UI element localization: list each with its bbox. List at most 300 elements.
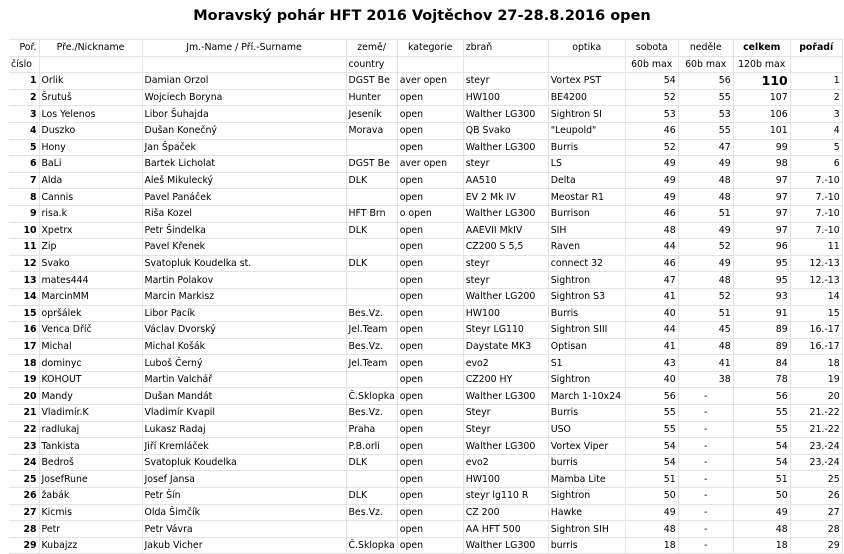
header-cell-col-name — [142, 56, 346, 73]
cell-country: Č.Sklopka — [346, 537, 397, 554]
cell-nickname: Šrutuš — [39, 89, 142, 106]
cell-country: Jeseník — [346, 106, 397, 123]
cell-category: open — [397, 438, 463, 455]
page-title: Moravský pohár HFT 2016 Vojtěchov 27-28.8.2016 open — [193, 8, 651, 24]
cell-rank-no: 20 — [9, 388, 39, 405]
cell-country: DLK — [346, 172, 397, 189]
table-row — [9, 488, 842, 505]
table-row — [9, 322, 842, 339]
cell-saturday: 49 — [625, 172, 678, 189]
results-table — [9, 39, 843, 554]
cell-optics: burris — [548, 454, 625, 471]
cell-name: Jiří Kremláček — [142, 438, 346, 455]
header-cell-col-saturday: sobota — [625, 40, 678, 57]
cell-country: DLK — [346, 454, 397, 471]
cell-sunday: 51 — [678, 205, 733, 222]
cell-sunday: - — [678, 438, 733, 455]
cell-rank-no: 10 — [9, 222, 39, 239]
cell-gun: Walther LG300 — [463, 537, 548, 554]
cell-category: open — [397, 488, 463, 505]
cell-placement: 12.-13 — [790, 255, 842, 272]
header-cell-col-placement: pořadí — [790, 40, 842, 57]
table-row — [9, 521, 842, 538]
cell-category: open — [397, 222, 463, 239]
cell-saturday: 55 — [625, 421, 678, 438]
cell-category: open — [397, 172, 463, 189]
cell-placement: 14 — [790, 288, 842, 305]
cell-saturday: 48 — [625, 222, 678, 239]
header-cell-col-sunday: 60b max — [678, 56, 733, 73]
table-row — [9, 371, 842, 388]
cell-optics: Delta — [548, 172, 625, 189]
cell-gun: Steyr — [463, 421, 548, 438]
cell-name: Pavel Panáček — [142, 189, 346, 206]
table-row — [9, 305, 842, 322]
cell-optics: Meostar R1 — [548, 189, 625, 206]
cell-country — [346, 239, 397, 256]
cell-placement: 7.-10 — [790, 205, 842, 222]
cell-country: Bes.Vz. — [346, 305, 397, 322]
table-body — [9, 73, 842, 554]
cell-gun: Walther LG300 — [463, 139, 548, 156]
cell-total: 56 — [733, 388, 790, 405]
cell-placement: 15 — [790, 305, 842, 322]
table-row — [9, 139, 842, 156]
cell-optics: Sightron SIII — [548, 322, 625, 339]
cell-nickname: Cannis — [39, 189, 142, 206]
cell-total: 54 — [733, 454, 790, 471]
table-row — [9, 338, 842, 355]
cell-country: DLK — [346, 255, 397, 272]
cell-saturday: 54 — [625, 454, 678, 471]
cell-optics: Mamba Lite — [548, 471, 625, 488]
table-row — [9, 106, 842, 123]
cell-optics: Optisan — [548, 338, 625, 355]
cell-rank-no: 19 — [9, 371, 39, 388]
cell-country: Bes.Vz. — [346, 338, 397, 355]
table-row — [9, 504, 842, 521]
cell-saturday: 43 — [625, 355, 678, 372]
cell-category: o open — [397, 205, 463, 222]
cell-country: Hunter — [346, 89, 397, 106]
cell-category: open — [397, 454, 463, 471]
cell-saturday: 41 — [625, 288, 678, 305]
cell-country — [346, 371, 397, 388]
header-cell-col-rank-no: Poř. — [9, 40, 39, 57]
cell-sunday: 47 — [678, 139, 733, 156]
cell-country: DGST Be — [346, 73, 397, 90]
cell-optics: Sightron SIH — [548, 521, 625, 538]
cell-optics: Burrison — [548, 205, 625, 222]
cell-name: Libor Šuhajda — [142, 106, 346, 123]
cell-rank-no: 21 — [9, 405, 39, 422]
cell-placement: 1 — [790, 73, 842, 90]
cell-category: open — [397, 338, 463, 355]
cell-nickname: Tankista — [39, 438, 142, 455]
cell-nickname: risa.k — [39, 205, 142, 222]
cell-category: open — [397, 537, 463, 554]
cell-rank-no: 6 — [9, 156, 39, 173]
cell-sunday: 52 — [678, 239, 733, 256]
cell-category: open — [397, 421, 463, 438]
cell-nickname: Petr — [39, 521, 142, 538]
table-row — [9, 454, 842, 471]
cell-country — [346, 471, 397, 488]
cell-total: 18 — [733, 537, 790, 554]
cell-rank-no: 22 — [9, 421, 39, 438]
cell-nickname: JosefRune — [39, 471, 142, 488]
cell-rank-no: 29 — [9, 537, 39, 554]
cell-optics: Sightron S3 — [548, 288, 625, 305]
cell-country: Bes.Vz. — [346, 504, 397, 521]
cell-placement: 26 — [790, 488, 842, 505]
cell-category: open — [397, 388, 463, 405]
cell-nickname: Xpetrx — [39, 222, 142, 239]
cell-saturday: 41 — [625, 338, 678, 355]
cell-gun: evo2 — [463, 454, 548, 471]
cell-sunday: 48 — [678, 189, 733, 206]
header-cell-col-sunday: neděle — [678, 40, 733, 57]
cell-name: Aleš Mikulecký — [142, 172, 346, 189]
cell-rank-no: 16 — [9, 322, 39, 339]
cell-nickname: BaLi — [39, 156, 142, 173]
cell-saturday: 51 — [625, 471, 678, 488]
cell-category: open — [397, 288, 463, 305]
cell-rank-no: 28 — [9, 521, 39, 538]
cell-saturday: 54 — [625, 438, 678, 455]
cell-optics: LS — [548, 156, 625, 173]
header-row — [9, 56, 842, 73]
cell-total: 106 — [733, 106, 790, 123]
cell-placement: 20 — [790, 388, 842, 405]
cell-optics: Burris — [548, 139, 625, 156]
cell-category: open — [397, 139, 463, 156]
cell-saturday: 55 — [625, 405, 678, 422]
cell-rank-no: 3 — [9, 106, 39, 123]
table-row — [9, 156, 842, 173]
cell-nickname: žabák — [39, 488, 142, 505]
cell-gun: steyr — [463, 156, 548, 173]
cell-gun: HW100 — [463, 89, 548, 106]
table-row — [9, 205, 842, 222]
cell-total: 98 — [733, 156, 790, 173]
header-cell-col-country: country — [346, 56, 397, 73]
cell-sunday: 53 — [678, 106, 733, 123]
cell-placement: 18 — [790, 355, 842, 372]
header-cell-col-nickname — [39, 56, 142, 73]
cell-sunday: 38 — [678, 371, 733, 388]
cell-placement: 7.-10 — [790, 189, 842, 206]
cell-nickname: Duszko — [39, 122, 142, 139]
cell-country: Praha — [346, 421, 397, 438]
cell-gun: Walther LG300 — [463, 438, 548, 455]
cell-saturday: 49 — [625, 156, 678, 173]
cell-total: 110 — [733, 73, 790, 90]
table-row — [9, 73, 842, 90]
header-cell-col-rank-no: číslo — [9, 56, 39, 73]
cell-gun: AA510 — [463, 172, 548, 189]
cell-sunday: 55 — [678, 122, 733, 139]
cell-total: 96 — [733, 239, 790, 256]
cell-sunday: 48 — [678, 272, 733, 289]
cell-sunday: 41 — [678, 355, 733, 372]
cell-name: Luboš Černý — [142, 355, 346, 372]
cell-nickname: Alda — [39, 172, 142, 189]
cell-optics: SIH — [548, 222, 625, 239]
cell-optics: burris — [548, 537, 625, 554]
cell-placement: 23.-24 — [790, 438, 842, 455]
table-row — [9, 405, 842, 422]
cell-nickname: KOHOUT — [39, 371, 142, 388]
cell-country: Jel.Team — [346, 322, 397, 339]
cell-rank-no: 17 — [9, 338, 39, 355]
cell-country: DLK — [346, 488, 397, 505]
cell-name: Bartek Licholat — [142, 156, 346, 173]
cell-country: P.B.orli — [346, 438, 397, 455]
cell-nickname: mates444 — [39, 272, 142, 289]
cell-gun: Walther LG300 — [463, 388, 548, 405]
cell-sunday: - — [678, 537, 733, 554]
cell-gun: steyr — [463, 272, 548, 289]
cell-gun: Walther LG300 — [463, 205, 548, 222]
table-row — [9, 421, 842, 438]
cell-total: 95 — [733, 255, 790, 272]
cell-total: 107 — [733, 89, 790, 106]
cell-category: open — [397, 272, 463, 289]
cell-name: Jakub Vicher — [142, 537, 346, 554]
cell-gun: evo2 — [463, 355, 548, 372]
cell-placement: 23.-24 — [790, 454, 842, 471]
cell-name: Riša Kozel — [142, 205, 346, 222]
cell-rank-no: 23 — [9, 438, 39, 455]
cell-rank-no: 4 — [9, 122, 39, 139]
cell-country — [346, 139, 397, 156]
cell-total: 97 — [733, 189, 790, 206]
cell-total: 97 — [733, 222, 790, 239]
cell-nickname: Kicmis — [39, 504, 142, 521]
cell-sunday: - — [678, 405, 733, 422]
cell-placement: 28 — [790, 521, 842, 538]
cell-gun: HW100 — [463, 471, 548, 488]
cell-country: Jel.Team — [346, 355, 397, 372]
cell-country: Bes.Vz. — [346, 405, 397, 422]
cell-placement: 11 — [790, 239, 842, 256]
cell-saturday: 54 — [625, 73, 678, 90]
table-row — [9, 438, 842, 455]
cell-total: 51 — [733, 471, 790, 488]
cell-optics: Hawke — [548, 504, 625, 521]
cell-placement: 12.-13 — [790, 272, 842, 289]
cell-gun: Walther LG300 — [463, 106, 548, 123]
cell-total: 54 — [733, 438, 790, 455]
cell-rank-no: 15 — [9, 305, 39, 322]
cell-country: Morava — [346, 122, 397, 139]
cell-saturday: 44 — [625, 322, 678, 339]
table-row — [9, 355, 842, 372]
cell-nickname: opršálek — [39, 305, 142, 322]
header-cell-col-category: kategorie — [397, 40, 463, 57]
cell-sunday: - — [678, 488, 733, 505]
cell-optics: March 1-10x24 — [548, 388, 625, 405]
cell-sunday: 45 — [678, 322, 733, 339]
cell-sunday: - — [678, 471, 733, 488]
cell-rank-no: 14 — [9, 288, 39, 305]
cell-optics: Sightron — [548, 488, 625, 505]
cell-optics: Burris — [548, 305, 625, 322]
cell-nickname: radlukaj — [39, 421, 142, 438]
cell-total: 93 — [733, 288, 790, 305]
cell-placement: 7.-10 — [790, 172, 842, 189]
cell-category: open — [397, 89, 463, 106]
header-cell-col-gun: zbraň — [463, 40, 548, 57]
cell-rank-no: 5 — [9, 139, 39, 156]
cell-country — [346, 521, 397, 538]
cell-nickname: Kubajzz — [39, 537, 142, 554]
cell-placement: 29 — [790, 537, 842, 554]
cell-sunday: - — [678, 454, 733, 471]
table-row — [9, 172, 842, 189]
cell-rank-no: 7 — [9, 172, 39, 189]
cell-saturday: 46 — [625, 122, 678, 139]
table-row — [9, 471, 842, 488]
cell-sunday: - — [678, 504, 733, 521]
cell-saturday: 50 — [625, 488, 678, 505]
cell-nickname: Vladimír.K — [39, 405, 142, 422]
cell-total: 55 — [733, 421, 790, 438]
cell-rank-no: 11 — [9, 239, 39, 256]
cell-saturday: 40 — [625, 371, 678, 388]
header-cell-col-total: 120b max — [733, 56, 790, 73]
cell-category: open — [397, 189, 463, 206]
table-row — [9, 288, 842, 305]
cell-total: 97 — [733, 172, 790, 189]
cell-placement: 16.-17 — [790, 322, 842, 339]
cell-optics: Vortex PST — [548, 73, 625, 90]
cell-placement: 21.-22 — [790, 405, 842, 422]
cell-placement: 21.-22 — [790, 421, 842, 438]
table-row — [9, 222, 842, 239]
header-cell-col-nickname: Pře./Nickname — [39, 40, 142, 57]
table-header — [9, 40, 842, 73]
cell-total: 97 — [733, 205, 790, 222]
header-cell-col-saturday: 60b max — [625, 56, 678, 73]
table-row — [9, 537, 842, 554]
table-row — [9, 89, 842, 106]
header-row — [9, 40, 842, 57]
cell-optics: Raven — [548, 239, 625, 256]
cell-nickname: Mandy — [39, 388, 142, 405]
cell-total: 49 — [733, 504, 790, 521]
cell-placement: 19 — [790, 371, 842, 388]
cell-name: Martin Valchář — [142, 371, 346, 388]
cell-gun: Steyr — [463, 405, 548, 422]
cell-placement: 16.-17 — [790, 338, 842, 355]
cell-category: open — [397, 305, 463, 322]
cell-saturday: 53 — [625, 106, 678, 123]
cell-rank-no: 1 — [9, 73, 39, 90]
cell-sunday: 49 — [678, 156, 733, 173]
cell-placement: 4 — [790, 122, 842, 139]
cell-saturday: 18 — [625, 537, 678, 554]
header-cell-col-category — [397, 56, 463, 73]
cell-optics: Sightron SI — [548, 106, 625, 123]
header-cell-col-total: celkem — [733, 40, 790, 57]
table-row — [9, 388, 842, 405]
cell-placement: 5 — [790, 139, 842, 156]
cell-rank-no: 25 — [9, 471, 39, 488]
cell-gun: CZ200 S 5,5 — [463, 239, 548, 256]
cell-category: open — [397, 471, 463, 488]
cell-sunday: 56 — [678, 73, 733, 90]
cell-country — [346, 189, 397, 206]
cell-name: Martin Polakov — [142, 272, 346, 289]
cell-total: 84 — [733, 355, 790, 372]
cell-category: open — [397, 255, 463, 272]
cell-sunday: 52 — [678, 288, 733, 305]
cell-nickname: Svako — [39, 255, 142, 272]
cell-total: 55 — [733, 405, 790, 422]
cell-nickname: Hony — [39, 139, 142, 156]
cell-nickname: MarcinMM — [39, 288, 142, 305]
header-cell-col-name: Jm.-Name / Pří.-Surname — [142, 40, 346, 57]
cell-gun: EV 2 Mk IV — [463, 189, 548, 206]
cell-sunday: - — [678, 421, 733, 438]
table-row — [9, 189, 842, 206]
cell-saturday: 47 — [625, 272, 678, 289]
cell-sunday: 49 — [678, 222, 733, 239]
cell-sunday: 49 — [678, 255, 733, 272]
cell-optics: Sightron — [548, 272, 625, 289]
cell-nickname: Venca Dříč — [39, 322, 142, 339]
cell-total: 50 — [733, 488, 790, 505]
cell-name: Damian Orzol — [142, 73, 346, 90]
cell-sunday: 48 — [678, 338, 733, 355]
cell-category: open — [397, 521, 463, 538]
cell-country — [346, 272, 397, 289]
cell-rank-no: 2 — [9, 89, 39, 106]
cell-name: Wojciech Boryna — [142, 89, 346, 106]
cell-gun: Walther LG200 — [463, 288, 548, 305]
cell-country: DLK — [346, 222, 397, 239]
cell-optics: "Leupold" — [548, 122, 625, 139]
cell-placement: 3 — [790, 106, 842, 123]
cell-nickname: dominyc — [39, 355, 142, 372]
cell-sunday: 55 — [678, 89, 733, 106]
cell-name: Svatopluk Koudelka st. — [142, 255, 346, 272]
cell-saturday: 56 — [625, 388, 678, 405]
cell-nickname: Los Yelenos — [39, 106, 142, 123]
cell-name: Pavel Křenek — [142, 239, 346, 256]
cell-rank-no: 12 — [9, 255, 39, 272]
cell-rank-no: 13 — [9, 272, 39, 289]
cell-saturday: 49 — [625, 504, 678, 521]
cell-category: aver open — [397, 73, 463, 90]
header-cell-col-optics: optika — [548, 40, 625, 57]
cell-name: Lukasz Radaj — [142, 421, 346, 438]
cell-saturday: 40 — [625, 305, 678, 322]
cell-saturday: 49 — [625, 189, 678, 206]
cell-category: open — [397, 504, 463, 521]
cell-name: Josef Jansa — [142, 471, 346, 488]
cell-category: aver open — [397, 156, 463, 173]
cell-name: Petr Šindelka — [142, 222, 346, 239]
cell-category: open — [397, 239, 463, 256]
cell-name: Vladimír Kvapil — [142, 405, 346, 422]
cell-total: 89 — [733, 322, 790, 339]
cell-total: 95 — [733, 272, 790, 289]
cell-name: Petr Šín — [142, 488, 346, 505]
cell-gun: CZ 200 — [463, 504, 548, 521]
